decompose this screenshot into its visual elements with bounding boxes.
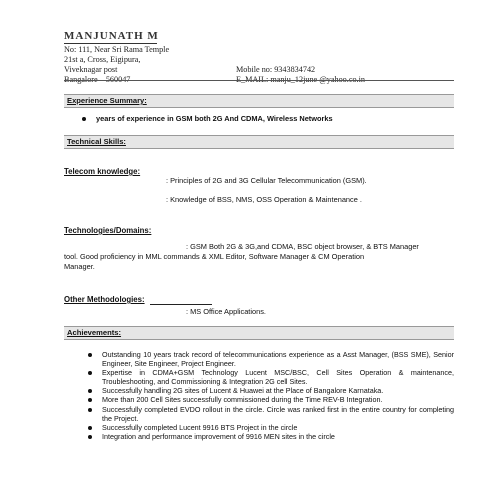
address-line-2: 21st a, Cross, Eigipura, — [64, 55, 141, 64]
achievement-text: Successfully completed EVDO rollout in the circle. Circle was ranked first in the entire country for completing the Project. — [102, 404, 454, 423]
list-item — [88, 423, 454, 432]
experience-summary-heading: Experience Summary: — [67, 96, 147, 105]
experience-summary-text: years of experience in GSM both 2G And CDMA, Wireless Networks — [96, 114, 333, 123]
bullet-icon — [82, 117, 86, 121]
list-item — [88, 395, 454, 404]
achievement-text: More than 200 Cell Sites successfully commissioned during the Time REV-B Integration. — [102, 395, 383, 405]
bullet-icon — [88, 389, 92, 393]
candidate-name: MANJUNATH M — [64, 30, 159, 42]
bullet-icon — [88, 435, 92, 439]
bullet-icon — [88, 398, 92, 402]
list-item — [88, 368, 454, 386]
list-item — [88, 350, 454, 368]
telecom-knowledge-label: Telecom knowledge: — [64, 167, 141, 176]
telecom-item-1: : Principles of 2G and 3G Cellular Telecommunication (GSM). — [166, 176, 367, 185]
mobile-number: Mobile no: 9343834742 — [236, 65, 316, 74]
other-methodologies-rule — [150, 304, 212, 305]
technologies-line-1: : GSM Both 2G & 3G,and CDMA, BSC object browser, & BTS Manager — [186, 242, 419, 251]
technical-skills-band — [64, 135, 454, 149]
achievement-text: Successfully handling 2G sites of Lucent & Huawei at the Place of Bangalore Karnataka. — [102, 386, 384, 396]
other-methodologies-label: Other Methodologies: — [64, 295, 145, 304]
bullet-icon — [88, 426, 92, 430]
address-line-3: Viveknagar post — [64, 65, 118, 74]
technical-skills-heading: Technical Skills: — [67, 137, 126, 146]
achievement-text: Outstanding 10 years track record of telecommunications experience as a Asst Manager, (BSS SME), Senior Engineer, Site Engineer, Project Engineer. — [102, 350, 454, 369]
header-divider — [64, 80, 454, 81]
telecom-item-2: : Knowledge of BSS, NMS, OSS Operation & Maintenance . — [166, 195, 362, 204]
bullet-icon — [88, 408, 92, 412]
achievement-text: Expertise in CDMA+GSM Technology Lucent MSC/BSC, Cell Sites Operation & maintenance, Troubleshooting, and Commissioning & Integration 2G cell Sites. — [102, 368, 454, 387]
list-item — [88, 432, 454, 441]
achievements-band — [64, 326, 454, 340]
experience-summary-band — [64, 94, 454, 108]
list-item — [88, 386, 454, 395]
technologies-line-2: tool. Good proficiency in MML commands & XML Editor, Software Manager & CM Operation — [64, 252, 365, 261]
achievements-heading: Achievements: — [67, 328, 122, 337]
name-underline — [64, 43, 157, 44]
bullet-icon — [88, 371, 92, 375]
other-methodologies-value: : MS Office Applications. — [186, 307, 266, 316]
address-line-1: No: 111, Near Sri Rama Temple — [64, 45, 170, 54]
technologies-line-3: Manager. — [64, 262, 95, 271]
bullet-icon — [88, 353, 92, 357]
achievements-list — [88, 350, 454, 441]
experience-summary-item — [82, 114, 333, 123]
achievement-text: Successfully completed Lucent 9916 BTS Project in the circle — [102, 422, 298, 432]
achievement-text: Integration and performance improvement of 9916 MEN sites in the circle — [102, 431, 335, 441]
list-item — [88, 405, 454, 423]
technologies-label: Technologies/Domains: — [64, 226, 152, 235]
